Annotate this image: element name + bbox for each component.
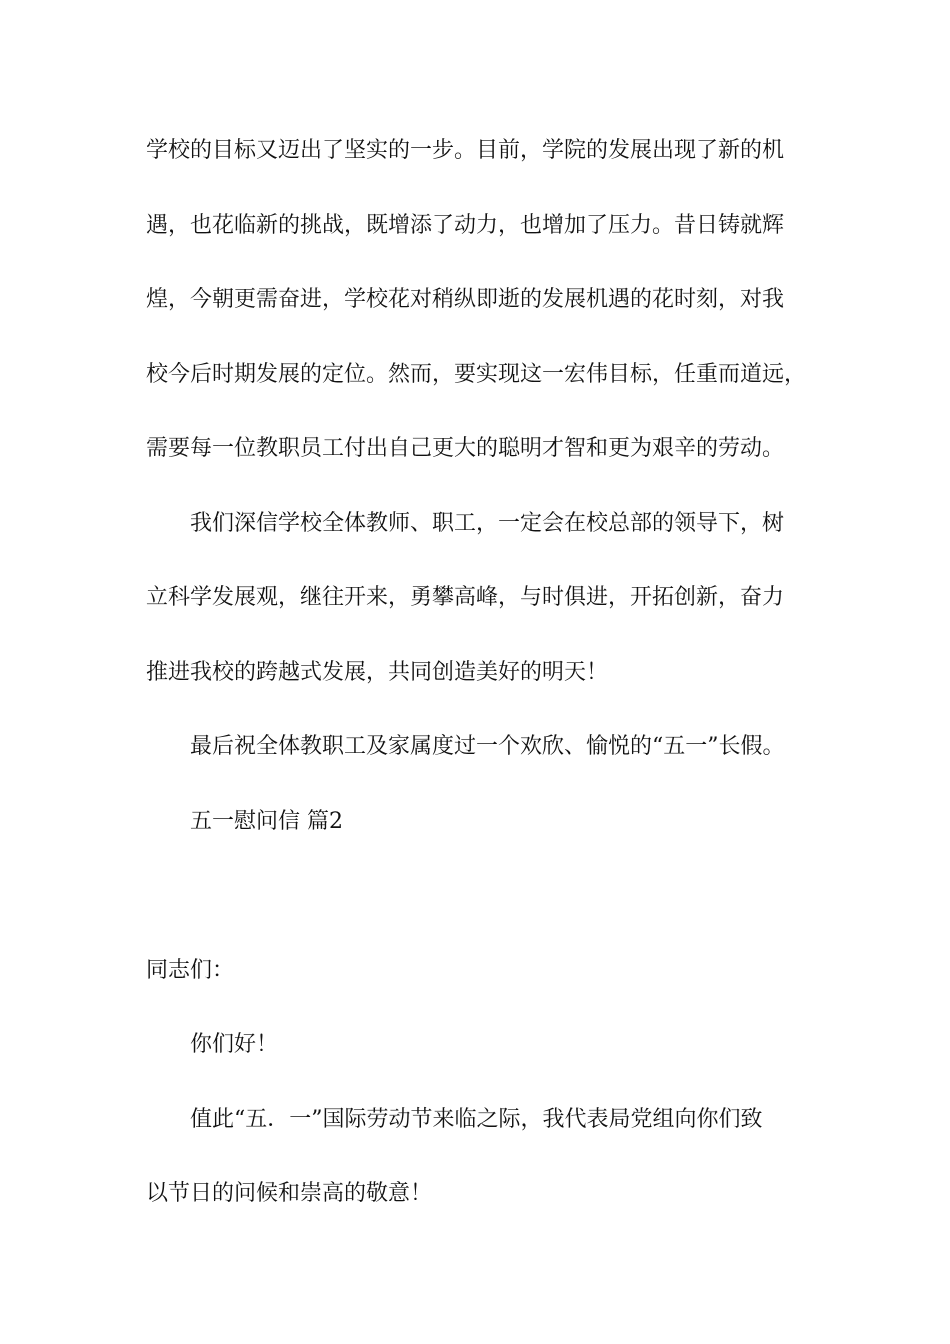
paragraph-line-6: 我们深信学校全体教师、职工，一定会在校总部的领导下，树 (190, 511, 785, 536)
greeting: 你们好！ (190, 1032, 279, 1057)
paragraph-line-9: 值此“五．一”国际劳动节来临之际，我代表局党组向你们致 (190, 1107, 763, 1132)
paragraph-line-4: 校今后时期发展的定位。然而，要实现这一宏伟目标，任重而道远， (146, 362, 807, 387)
paragraph-line-2: 遇，也花临新的挑战，既增添了动力，也增加了压力。昔日铸就辉 (146, 213, 785, 238)
section-heading: 五一慰问信 篇2 (190, 809, 343, 834)
paragraph-line-3: 煌，今朝更需奋进，学校花对稍纵即逝的发展机遇的花时刻，对我 (146, 287, 785, 312)
paragraph-line-8: 推进我校的跨越式发展，共同创造美好的明天！ (146, 660, 609, 685)
paragraph-line-7: 立科学发展观，继往开来，勇攀高峰，与时俱进，开拓创新，奋力 (146, 585, 785, 610)
paragraph-line-1: 学校的目标又迈出了坚实的一步。目前，学院的发展出现了新的机 (146, 138, 785, 163)
paragraph-line-10: 以节日的问候和崇高的敬意！ (146, 1181, 433, 1206)
closing-wish-line: 最后祝全体教职工及家属度过一个欢欣、愉悦的“五一”长假。 (190, 734, 785, 759)
paragraph-line-5: 需要每一位教职员工付出自己更大的聪明才智和更为艰辛的劳动。 (146, 436, 785, 461)
salutation: 同志们： (146, 958, 235, 983)
